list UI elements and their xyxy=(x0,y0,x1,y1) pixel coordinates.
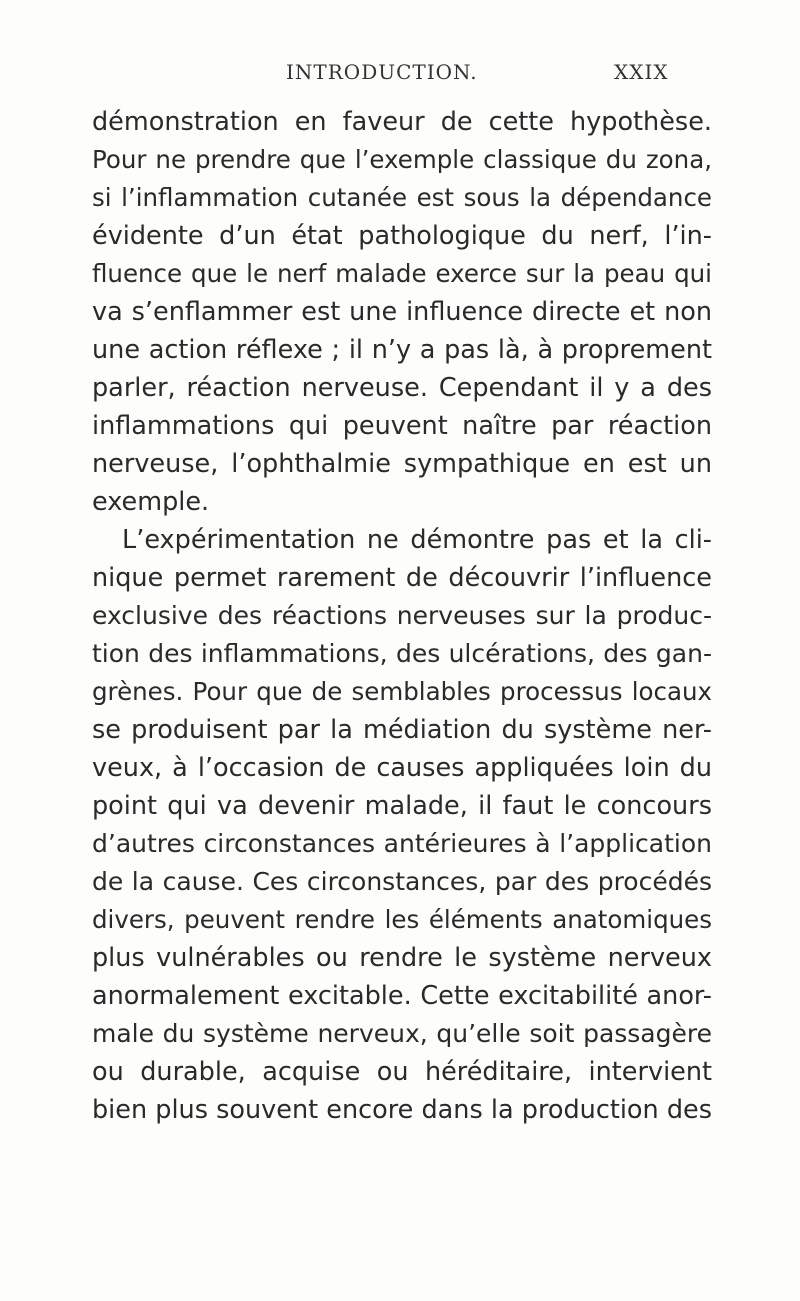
text-line: va s’enflammer est une influence directe et non xyxy=(92,297,712,327)
text-line: une action réflexe ; il n’y a pas là, à proprement xyxy=(92,335,712,365)
text-line: inflammations qui peuvent naître par réaction xyxy=(92,411,712,441)
text-line: divers, peuvent rendre les éléments anatomiques xyxy=(92,905,712,934)
text-line: bien plus souvent encore dans la production des xyxy=(92,1095,712,1125)
text-line: de la cause. Ces circonstances, par des procédés xyxy=(92,867,712,896)
chapter-title: INTRODUCTION. xyxy=(286,60,478,84)
text-line: anormalement excitable. Cette excitabilité anor- xyxy=(92,981,712,1011)
text-line: tion des inflammations, des ulcérations, des gan- xyxy=(92,639,712,668)
text-line: parler, réaction nerveuse. Cependant il y a des xyxy=(92,373,712,403)
text-line: grènes. Pour que de semblables processus locaux xyxy=(92,677,712,706)
text-line: exclusive des réactions nerveuses sur la produc- xyxy=(92,601,712,630)
body-text xyxy=(92,103,712,1129)
text-line: si l’inflammation cutanée est sous la dépendance xyxy=(92,183,712,212)
text-line: évidente d’un état pathologique du nerf, l’in- xyxy=(92,221,712,251)
text-line: L’expérimentation ne démontre pas et la cli- xyxy=(122,525,712,555)
text-line: démonstration en faveur de cette hypothèse. xyxy=(92,107,712,137)
text-line: male du système nerveux, qu’elle soit passagère xyxy=(92,1019,712,1048)
running-header xyxy=(0,60,800,90)
page-number: XXIX xyxy=(614,60,669,84)
text-line: ou durable, acquise ou héréditaire, intervient xyxy=(92,1057,712,1087)
text-line: Pour ne prendre que l’exemple classique du zona, xyxy=(92,145,712,174)
text-line: se produisent par la médiation du système ner- xyxy=(92,715,712,745)
text-line: nerveuse, l’ophthalmie sympathique en est un xyxy=(92,449,712,479)
text-line: veux, à l’occasion de causes appliquées loin du xyxy=(92,753,712,783)
text-line: nique permet rarement de découvrir l’influence xyxy=(92,563,712,593)
text-line: d’autres circonstances antérieures à l’application xyxy=(92,829,712,858)
text-line: fluence que le nerf malade exerce sur la peau qui xyxy=(92,259,712,288)
text-line: point qui va devenir malade, il faut le concours xyxy=(92,791,712,821)
text-line: plus vulnérables ou rendre le système nerveux xyxy=(92,943,712,973)
text-line: exemple. xyxy=(92,487,210,517)
